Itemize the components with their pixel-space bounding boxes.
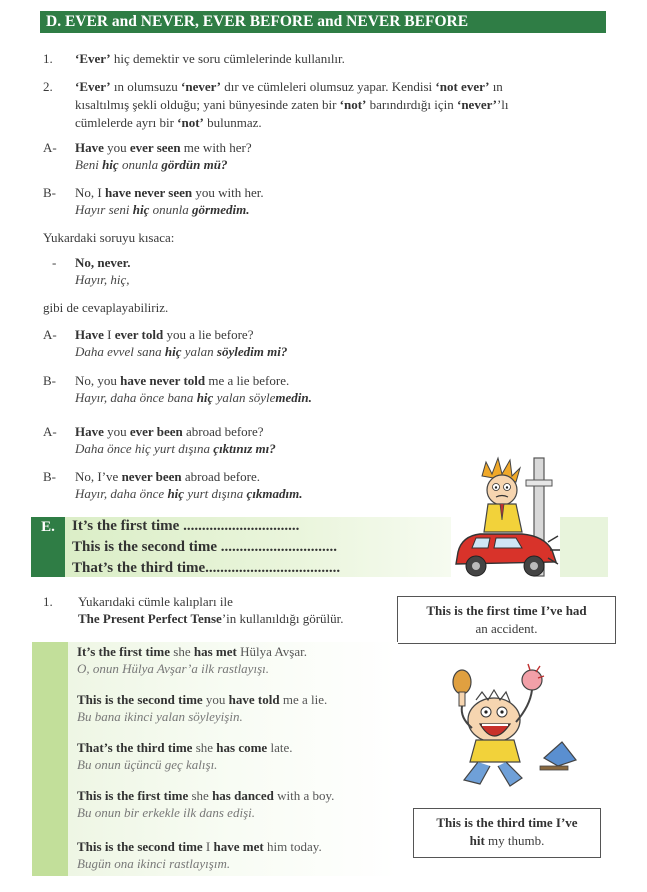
hit-thumb-illustration: [436, 662, 586, 792]
section-e-pattern-3: That’s the third time....................................: [72, 560, 341, 576]
section-e-label: E.: [31, 517, 65, 577]
short-answer-turkish: Hayır, hiç,: [75, 272, 130, 287]
section-e-rule-line-2: The Present Perfect Tense’in kullanıldığı görülür.: [78, 611, 344, 626]
caption-box-accident: [397, 596, 616, 644]
example-b2-turkish: Hayır, daha önce bana hiç yalan söylemedin.: [75, 390, 312, 405]
example-a2-label: A-: [43, 327, 57, 342]
rule-2-line-3: cümlelerde ayrı bir ‘not’ bulunmaz.: [75, 115, 262, 130]
example-a1-turkish: Beni hiç onunla gördün mü?: [75, 157, 228, 172]
section-e-rule-number: 1.: [43, 594, 53, 609]
caption-box-thumb-line-1: This is the third time I’ve: [436, 815, 578, 830]
short-answer-outro: gibi de cevaplayabiliriz.: [43, 300, 169, 315]
example-a1-label: A-: [43, 140, 57, 155]
example-a2-turkish: Daha evvel sana hiç yalan söyledim mi?: [75, 344, 288, 359]
section-e-pattern-2: This is the second time ...............................: [72, 539, 338, 555]
e-example-4-english: This is the first time she has danced with a boy.: [77, 788, 335, 803]
example-b1-turkish: Hayır seni hiç onunla görmedim.: [75, 202, 250, 217]
example-b2-english: No, you have never told me a lie before.: [75, 373, 290, 388]
e-example-2-english: This is the second time you have told me a lie.: [77, 692, 328, 707]
car-crash-illustration: [452, 450, 564, 586]
caption-box-thumb: [413, 808, 601, 858]
e-example-5-turkish: Bugün ona ikinci rastlayışım.: [77, 856, 231, 871]
section-e-rule-line-1: Yukarıdaki cümle kalıpları ile: [78, 594, 233, 609]
section-e-pattern-1: It’s the first time ...............................: [72, 518, 300, 534]
rule-2-line-2: kısaltılmış şekli olduğu; yani bünyesinde zaten bir ‘not’ barındırdığı için ‘never’’lı: [75, 97, 509, 112]
e-example-3-english: That’s the third time she has come late.: [77, 740, 293, 755]
section-e-band-right: [560, 517, 608, 577]
example-a3-label: A-: [43, 424, 57, 439]
example-b2-label: B-: [43, 373, 56, 388]
example-a2-english: Have I ever told you a lie before?: [75, 327, 254, 342]
short-answer-english: No, never.: [75, 255, 131, 270]
caption-box-thumb-line-2: hit my thumb.: [469, 833, 545, 848]
e-example-1-turkish: O, onun Hülya Avşar’a ilk rastlayışı.: [77, 661, 269, 676]
e-example-4-turkish: Bu onun bir erkekle ilk dans edişi.: [77, 805, 255, 820]
section-d-heading: D. EVER and NEVER, EVER BEFORE and NEVER BEFORE: [40, 11, 606, 33]
e-example-5-english: This is the second time I have met him today.: [77, 839, 322, 854]
example-a3-english: Have you ever been abroad before?: [75, 424, 264, 439]
rule-1-text: ‘Ever’ hiç demektir ve soru cümlelerinde kullanılır.: [75, 51, 345, 66]
rule-2-number: 2.: [43, 79, 53, 94]
example-b3-turkish: Hayır, daha önce hiç yurt dışına çıkmadım.: [75, 486, 303, 501]
example-b3-label: B-: [43, 469, 56, 484]
example-b1-label: B-: [43, 185, 56, 200]
short-answer-intro: Yukardaki soruyu kısaca:: [43, 230, 175, 245]
e-example-2-turkish: Bu bana ikinci yalan söyleyişin.: [77, 709, 243, 724]
e-example-3-turkish: Bu onun üçüncü geç kalışı.: [77, 757, 218, 772]
short-answer-bullet: -: [52, 255, 57, 270]
caption-box-accident-line-1: This is the first time I’ve had: [426, 603, 587, 618]
caption-box-accident-line-2: an accident.: [475, 621, 538, 636]
rule-2-line-1: ‘Ever’ ın olumsuzu ‘never’ dır ve cümleleri olumsuz yapar. Kendisi ‘not ever’ ın: [75, 79, 503, 94]
example-b3-english: No, I’ve never been abroad before.: [75, 469, 260, 484]
rule-1-number: 1.: [43, 51, 53, 66]
example-a3-turkish: Daha önce hiç yurt dışına çıktınız mı?: [75, 441, 276, 456]
e-example-1-english: It’s the first time she has met Hülya Avşar.: [77, 644, 307, 659]
example-b1-english: No, I have never seen you with her.: [75, 185, 264, 200]
example-a1-english: Have you ever seen me with her?: [75, 140, 252, 155]
examples-side-bar: [32, 642, 68, 876]
